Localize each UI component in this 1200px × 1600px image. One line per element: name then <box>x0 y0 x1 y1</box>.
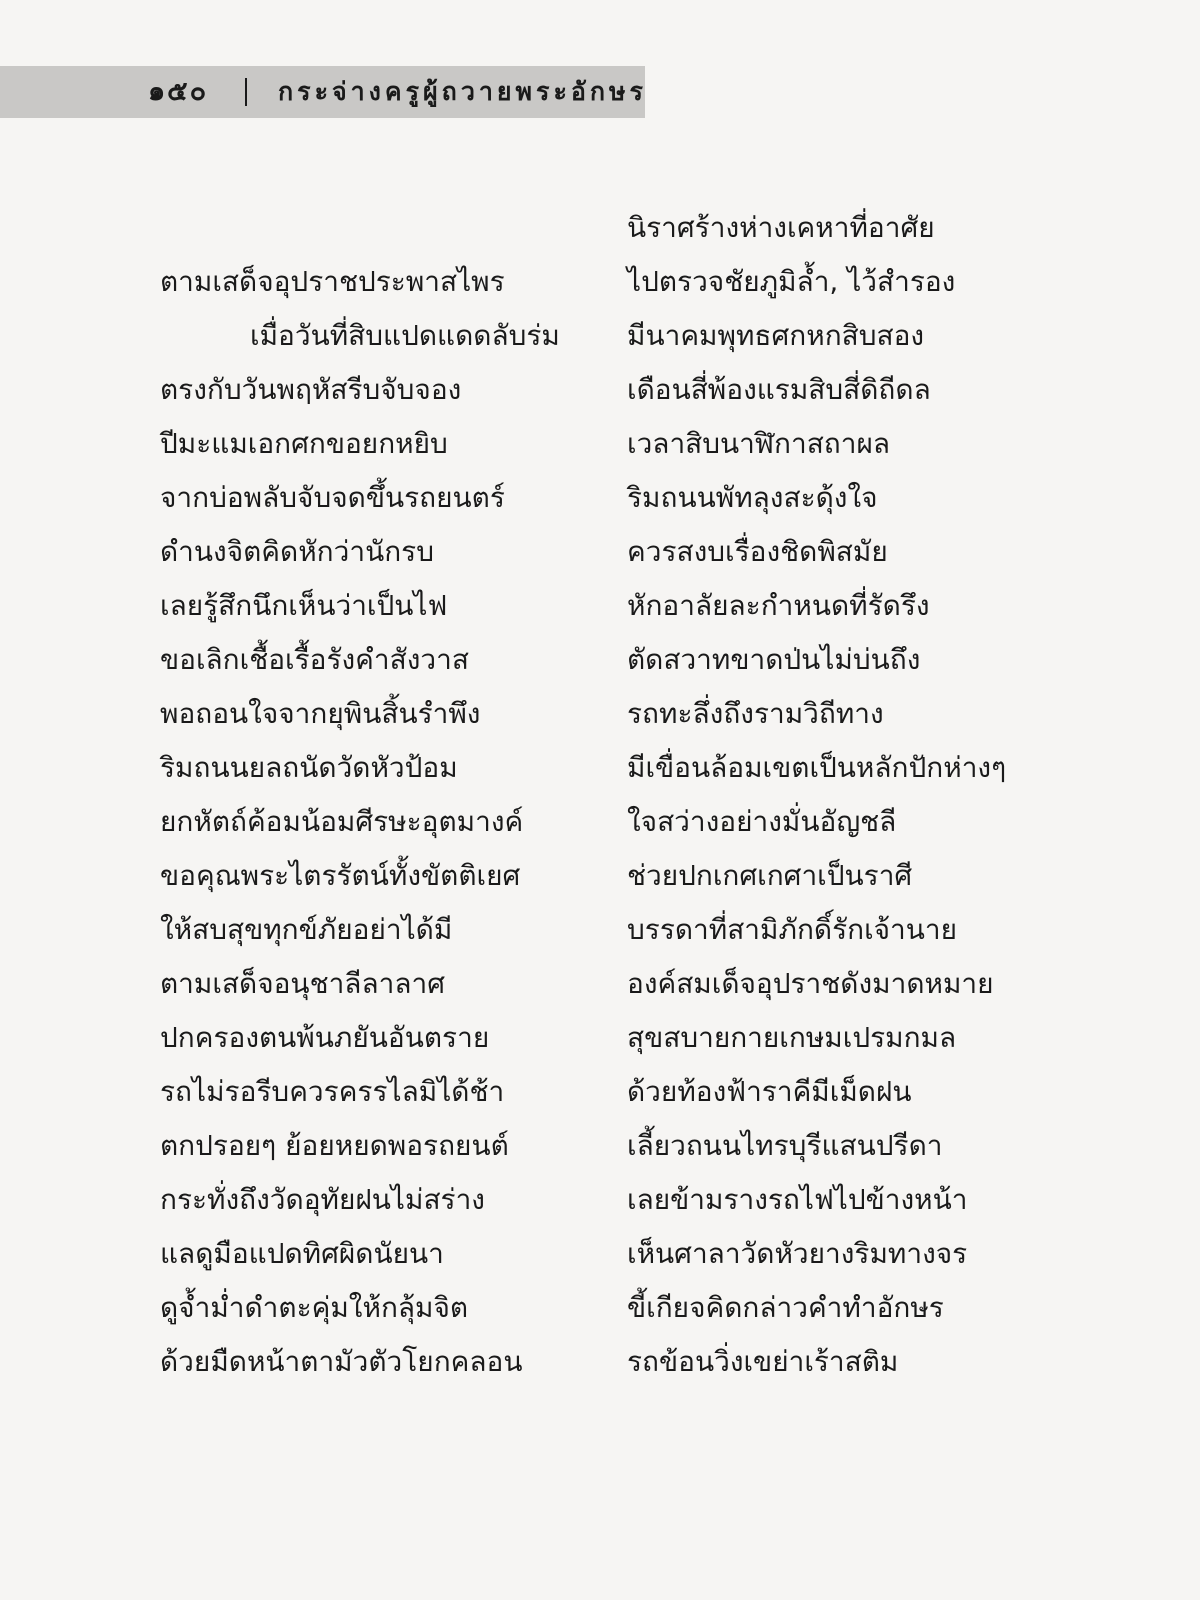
verse-line: เลยข้ามรางรถไฟไปข้างหน้า <box>627 1183 968 1216</box>
verse-line: ตรงกับวันพฤหัสรีบจับจอง <box>160 373 462 406</box>
verse-line: ปีมะแมเอกศกขอยกหยิบ <box>160 427 448 460</box>
verse-line: มีเขื่อนล้อมเขตเป็นหลักปักห่างๆ <box>627 751 1007 784</box>
verse-line: ดูจ้ำม่ำดำตะคุ่มให้กลุ้มจิต <box>160 1291 469 1324</box>
verse-line: กระทั่งถึงวัดอุทัยฝนไม่สร่าง <box>160 1183 485 1216</box>
verse-line: เมื่อวันที่สิบแปดแดดลับร่ม <box>250 319 560 352</box>
verse-line: สุขสบายกายเกษมเปรมกมล <box>627 1021 957 1054</box>
verse-line: แลดูมือแปดทิศผิดนัยนา <box>160 1237 444 1270</box>
verse-line: จากบ่อพลับจับจดขึ้นรถยนตร์ <box>160 481 505 514</box>
verse-line: เห็นศาลาวัดหัวยางริมทางจร <box>627 1237 968 1270</box>
verse-line: ตกปรอยๆ ย้อยหยดพอรถยนต์ <box>160 1129 509 1162</box>
verse-line: ด้วยมืดหน้าตามัวตัวโยกคลอน <box>160 1345 523 1378</box>
verse-line: ยกหัตถ์ค้อมน้อมศีรษะอุตมางค์ <box>160 805 524 838</box>
header-divider <box>245 78 247 106</box>
verse-line: ดำนงจิตคิดหักว่านักรบ <box>160 535 434 568</box>
verse-line: ริมถนนยลถนัดวัดหัวป้อม <box>160 751 458 784</box>
verse-line: ด้วยท้องฟ้าราคีมีเม็ดฝน <box>627 1075 912 1108</box>
page-number: ๑๕๐ <box>148 76 209 107</box>
verse-line: เดือนสี่พ้องแรมสิบสี่ดิถีดล <box>627 373 931 406</box>
verse-line: รถทะลึ่งถึงรามวิถีทาง <box>627 697 884 730</box>
verse-line: ควรสงบเรื่องชิดพิสมัย <box>627 535 888 568</box>
verse-line: หักอาลัยละกำหนดที่รัดรึง <box>627 589 930 622</box>
verse-line: ตามเสด็จอุปราชประพาสไพร <box>160 265 505 298</box>
verse-line: รถข้อนวิ่งเขย่าเร้าสติม <box>627 1345 899 1378</box>
verse-line: เลี้ยวถนนไทรบุรีแสนปรีดา <box>627 1129 943 1162</box>
poem-right-column <box>627 201 1006 1389</box>
verse-line: นิราศร้างห่างเคหาที่อาศัย <box>627 211 935 244</box>
poem-left-column <box>160 255 560 1389</box>
verse-line: ตามเสด็จอนุชาลีลาลาศ <box>160 967 445 1000</box>
verse-line: ขอคุณพระไตรรัตน์ทั้งขัตติเยศ <box>160 859 521 892</box>
verse-line: ช่วยปกเกศเกศาเป็นราศี <box>627 859 913 892</box>
verse-line: เลยรู้สึกนึกเห็นว่าเป็นไฟ <box>160 589 448 622</box>
verse-line: เวลาสิบนาฬิกาสถาผล <box>627 427 891 460</box>
book-title: กระจ่างครูผู้ถวายพระอักษร <box>278 77 647 106</box>
verse-line: พอถอนใจจากยุพินสิ้นรำพึง <box>160 697 481 730</box>
verse-line: ปกครองตนพ้นภยันอันตราย <box>160 1021 490 1054</box>
verse-line: บรรดาที่สามิภักดิ์รักเจ้านาย <box>627 913 958 946</box>
verse-line: ริมถนนพัทลุงสะดุ้งใจ <box>627 481 878 514</box>
verse-line: มีนาคมพุทธศกหกสิบสอง <box>627 319 925 352</box>
verse-line: รถไม่รอรีบควรครรไลมิได้ช้า <box>160 1075 505 1108</box>
verse-line: ให้สบสุขทุกข์ภัยอย่าได้มี <box>160 913 453 946</box>
verse-line: ใจสว่างอย่างมั่นอัญชลี <box>627 805 897 838</box>
verse-line: องค์สมเด็จอุปราชดังมาดหมาย <box>627 967 994 1000</box>
verse-line: ตัดสวาทขาดป่นไม่บ่นถึง <box>627 643 921 676</box>
verse-line: ขี้เกียจคิดกล่าวคำทำอักษร <box>627 1291 944 1324</box>
verse-line: ขอเลิกเชื้อเรื้อรังคำสังวาส <box>160 643 469 676</box>
verse-line: ไปตรวจชัยภูมิล้ำ, ไว้สำรอง <box>627 265 956 298</box>
